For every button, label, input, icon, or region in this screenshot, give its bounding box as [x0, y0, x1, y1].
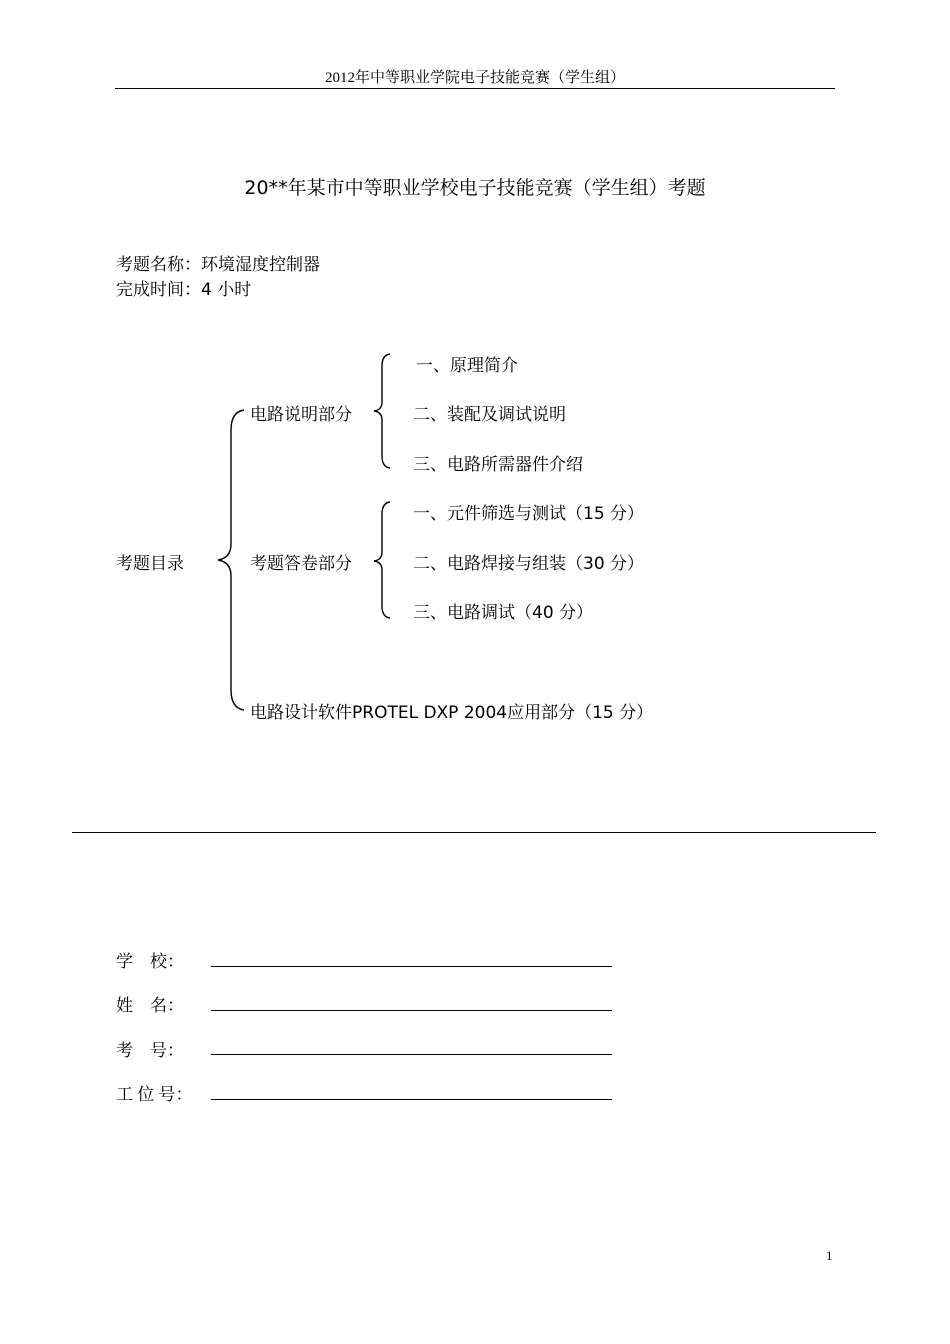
page-number: 1 — [826, 1248, 833, 1263]
exam-time-line: 完成时间：4 小时 — [116, 280, 252, 300]
header-rule — [115, 88, 835, 89]
toc-main-brace — [214, 404, 248, 714]
toc-group-circuit-description: 电路说明部分 — [250, 405, 352, 425]
section-divider — [72, 832, 876, 833]
toc-item: 二、电路焊接与组装（30 分） — [413, 554, 645, 574]
exam-title: 20**年某市中等职业学校电子技能竞赛（学生组）考题 — [244, 177, 706, 199]
toc-group1-brace — [370, 352, 394, 470]
school-label: 学 校： — [116, 952, 184, 971]
workstation-number-field[interactable] — [211, 1099, 612, 1100]
page-header: 2012年中等职业学院电子技能竞赛（学生组） — [324, 70, 625, 86]
toc-item: 一、元件筛选与测试（15 分） — [413, 504, 645, 524]
toc-item: 三、电路所需器件介绍 — [413, 455, 583, 475]
toc-item: 二、装配及调试说明 — [413, 405, 566, 425]
exam-number-label: 考 号： — [116, 1041, 184, 1060]
name-field[interactable] — [211, 1010, 612, 1011]
workstation-number-label: 工 位 号： — [116, 1085, 193, 1104]
name-label: 姓 名： — [116, 996, 184, 1015]
toc-item: 一、原理简介 — [416, 356, 518, 376]
toc-root-label: 考题目录 — [116, 554, 184, 574]
toc-item: 三、电路调试（40 分） — [413, 603, 594, 623]
toc-group-answer-sheet: 考题答卷部分 — [250, 554, 352, 574]
school-field[interactable] — [211, 966, 612, 967]
exam-number-field[interactable] — [211, 1054, 612, 1055]
toc-group-protel-software: 电路设计软件PROTEL DXP 2004应用部分（15 分） — [250, 703, 654, 723]
toc-group2-brace — [370, 500, 394, 620]
exam-name-line: 考题名称：环境湿度控制器 — [116, 255, 320, 275]
